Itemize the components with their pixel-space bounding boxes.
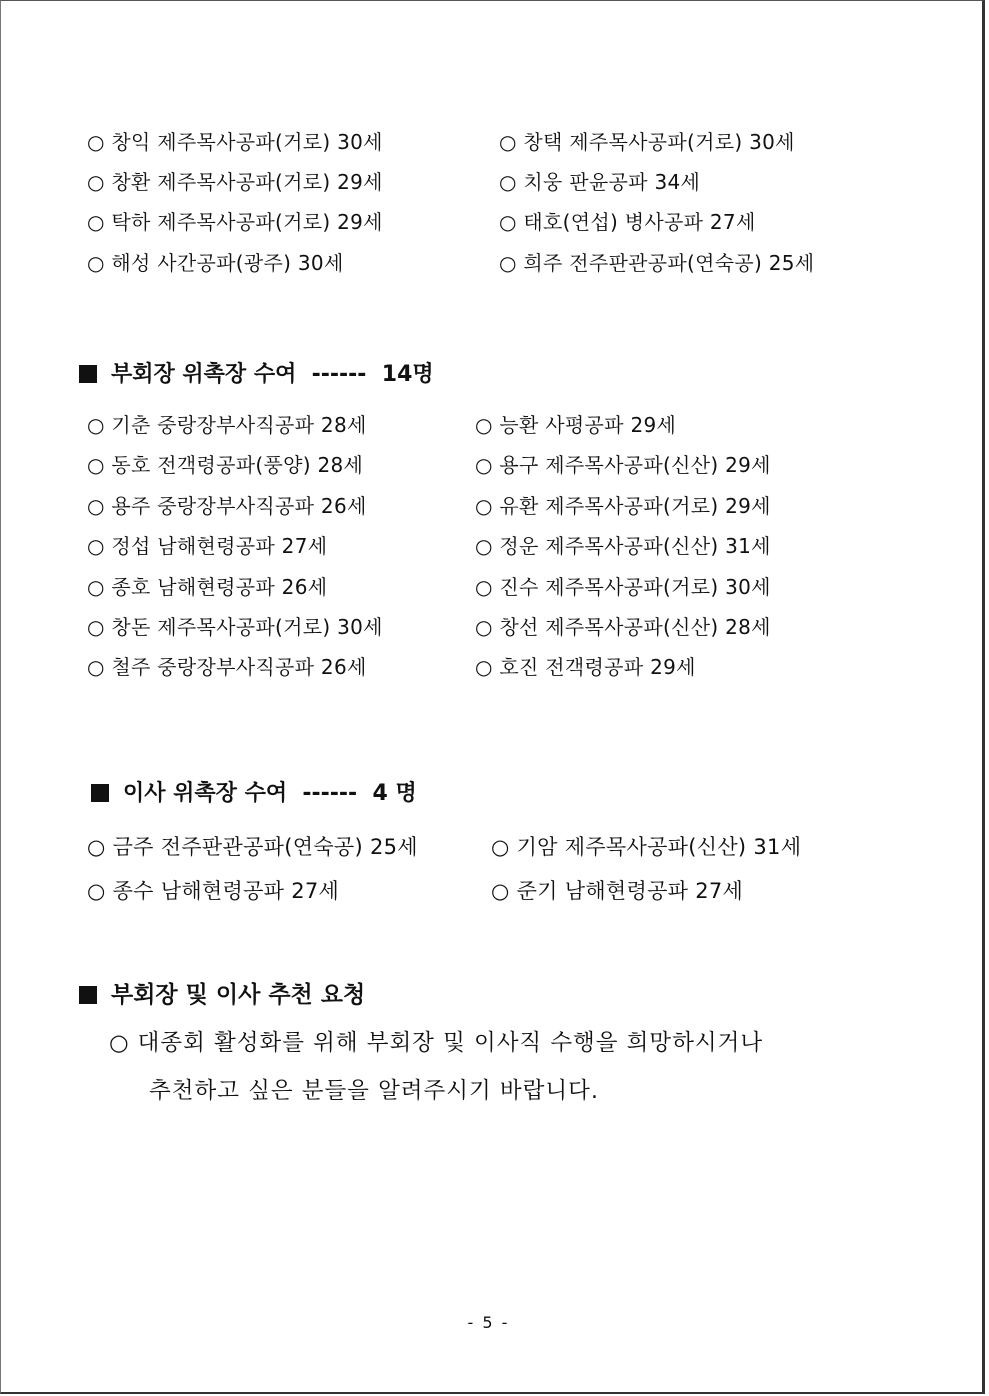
list-item: ○ 태호(연섭) 병사공파 27세 bbox=[499, 210, 756, 234]
list-item: ○ 철주 중랑장부사직공파 26세 bbox=[87, 655, 367, 679]
list-item: ○ 준기 남해현령공파 27세 bbox=[491, 879, 744, 903]
list-item: ○ 탁하 제주목사공파(거로) 29세 bbox=[87, 210, 383, 234]
square-bullet-icon bbox=[79, 365, 97, 383]
list-item: ○ 호진 전객령공파 29세 bbox=[475, 655, 696, 679]
list-item: ○ 유환 제주목사공파(거로) 29세 bbox=[475, 494, 771, 518]
page-number: - 5 - bbox=[467, 1313, 510, 1332]
heading-text: 부회장 및 이사 추천 요청 bbox=[111, 982, 366, 1008]
list-item: ○ 금주 전주판관공파(연숙공) 25세 bbox=[87, 835, 418, 859]
list-item: ○ 창익 제주목사공파(거로) 30세 bbox=[87, 130, 383, 154]
square-bullet-icon bbox=[79, 986, 97, 1004]
list-item: ○ 종호 남해현령공파 26세 bbox=[87, 575, 328, 599]
heading-text: 이사 위촉장 수여 ------ 4 명 bbox=[123, 781, 417, 806]
list-item: ○ 치웅 판윤공파 34세 bbox=[499, 170, 701, 194]
list-item: ○ 정운 제주목사공파(신산) 31세 bbox=[475, 534, 771, 558]
list-item: ○ 기암 제주목사공파(신산) 31세 bbox=[491, 835, 802, 859]
list-item: ○ 창돈 제주목사공파(거로) 30세 bbox=[87, 615, 383, 639]
paragraph-text: 대종회 활성화를 위해 부회장 및 이사직 수행을 희망하시거나 bbox=[137, 1030, 764, 1056]
circle-bullet-icon: ○ bbox=[109, 1030, 130, 1056]
list-item: ○ 용구 제주목사공파(신산) 29세 bbox=[475, 453, 771, 477]
recommendation-paragraph-line-1 bbox=[109, 1025, 763, 1057]
list-item: ○ 동호 전객령공파(풍양) 28세 bbox=[87, 453, 364, 477]
list-item: ○ 창택 제주목사공파(거로) 30세 bbox=[499, 130, 795, 154]
list-item: ○ 창선 제주목사공파(신산) 28세 bbox=[475, 615, 771, 639]
section-heading-recommendation bbox=[79, 977, 365, 1013]
heading-text: 부회장 위촉장 수여 ------ 14명 bbox=[111, 362, 434, 387]
square-bullet-icon bbox=[91, 784, 109, 802]
list-item: ○ 기춘 중랑장부사직공파 28세 bbox=[87, 413, 367, 437]
list-item: ○ 진수 제주목사공파(거로) 30세 bbox=[475, 575, 771, 599]
list-item: ○ 능환 사평공파 29세 bbox=[475, 413, 677, 437]
list-item: ○ 희주 전주판관공파(연숙공) 25세 bbox=[499, 251, 815, 275]
recommendation-paragraph-line-2: 추천하고 싶은 분들을 알려주시기 바랍니다. bbox=[149, 1078, 599, 1104]
section-heading-director bbox=[91, 776, 417, 812]
list-item: ○ 창환 제주목사공파(거로) 29세 bbox=[87, 170, 383, 194]
list-item: ○ 용주 중랑장부사직공파 26세 bbox=[87, 494, 367, 518]
list-item: ○ 해성 사간공파(광주) 30세 bbox=[87, 251, 344, 275]
list-item: ○ 종수 남해현령공파 27세 bbox=[87, 879, 340, 903]
section-heading-vice-president bbox=[79, 357, 434, 393]
list-item: ○ 정섭 남해현령공파 27세 bbox=[87, 534, 328, 558]
